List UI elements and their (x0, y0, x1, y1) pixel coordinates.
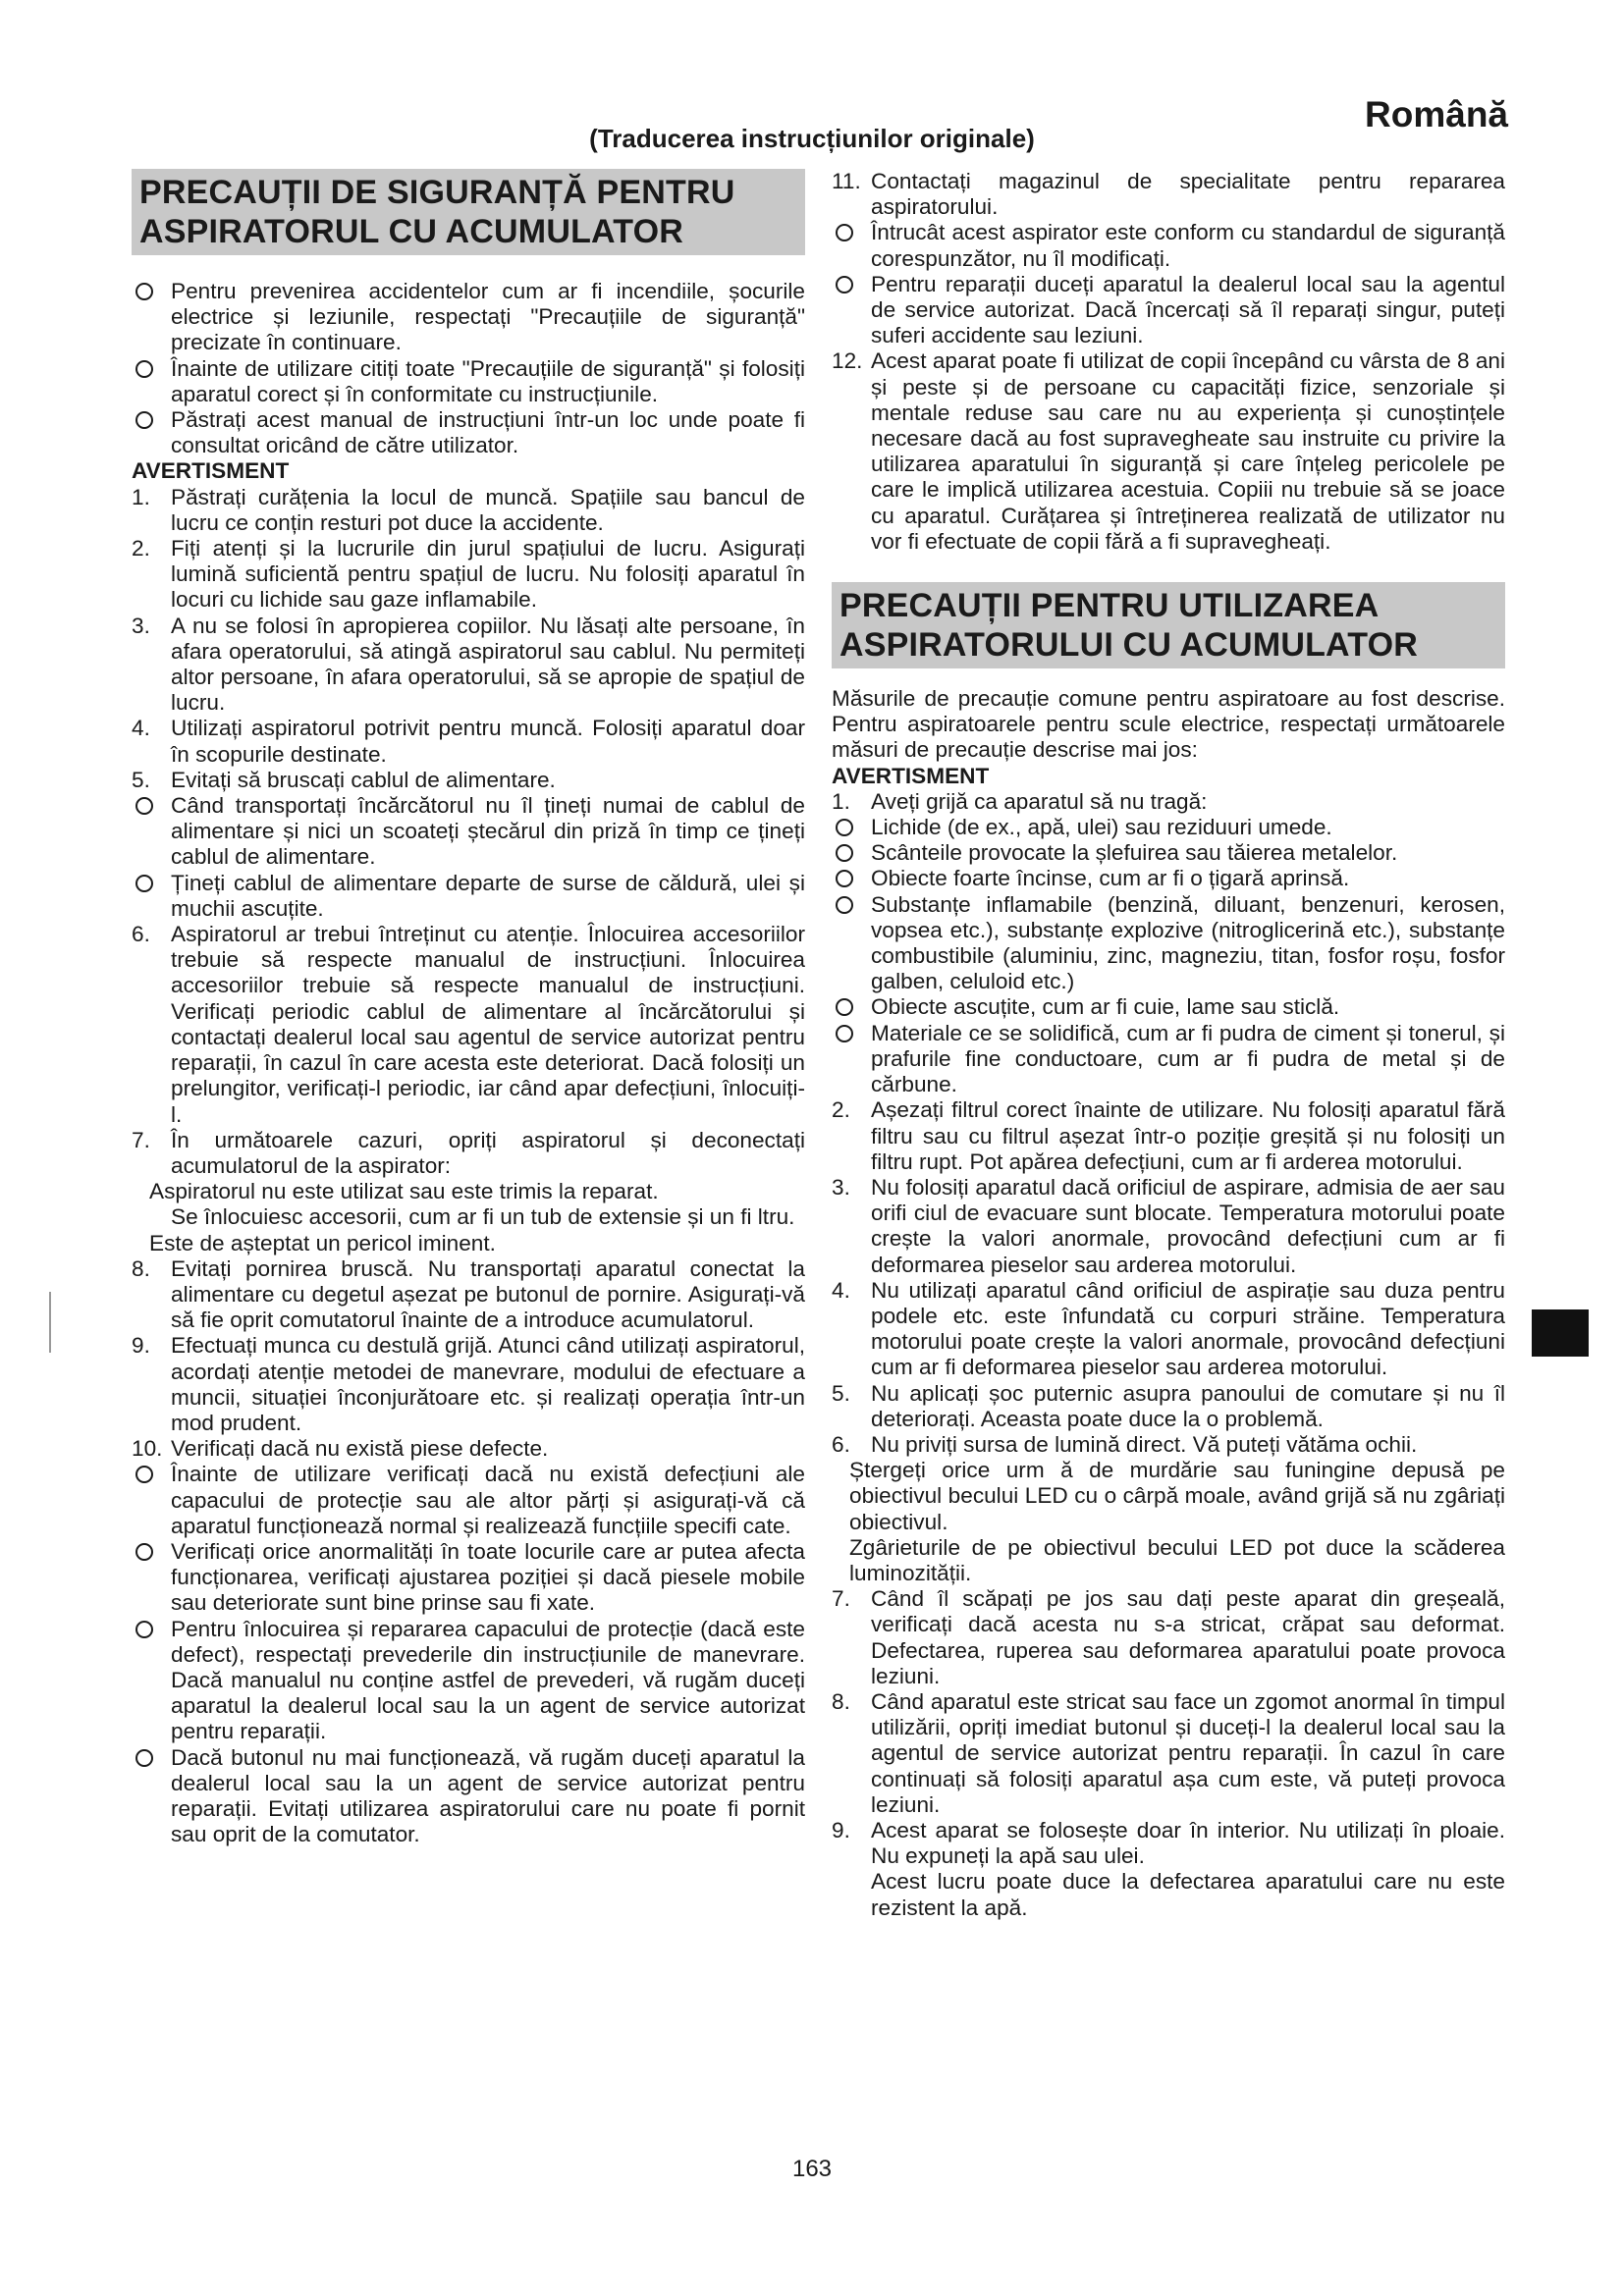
numbered-item: 6. Aspiratorul ar trebui întreținut cu atenție. Înlocuirea accesoriilor trebuie să respecte manualul de instrucțiuni. Înlocuirea accesoriilor trebuie să respecte manualul de instrucțiuni. Verificați periodic cablul de alimentare al încărcătorului și contactați dealerul local sau agentul de service autorizat pentru reparații, în cazul în care acesta este deteriorat. Dacă folosiți un prelungitor, verificați-l periodic, iar când apar defecțiuni, înlocuiți-l. (132, 922, 805, 1127)
warning-heading: AVERTISMENT (132, 458, 290, 484)
sub-paragraph: Acest lucru poate duce la defectarea aparatului care nu este rezistent la apă. (871, 1869, 1505, 1920)
bullet-item: Obiecte foarte încinse, cum ar fi o țigară aprinsă. (832, 866, 1505, 891)
bullet-item: Obiecte ascuțite, cum ar fi cuie, lame sau sticlă. (832, 994, 1505, 1020)
bullet-circle-icon (836, 870, 853, 887)
bullet-circle-icon (836, 819, 853, 836)
bullet-item: Păstrați acest manual de instrucțiuni într-un loc unde poate fi consultat oricând de către utilizator. (132, 407, 805, 458)
bullet-circle-icon (135, 797, 153, 815)
numbered-item: 1. Păstrați curățenia la locul de muncă. Spațiile sau bancul de lucru ce conțin resturi pot duce la accidente. (132, 484, 805, 535)
bullet-item: Pentru prevenirea accidentelor cum ar fi incendiile, șocurile electrice și leziunile, respectați "Precauțiile de siguranță" precizate în continuare. (132, 279, 805, 356)
page-number: 163 (791, 2156, 833, 2182)
sub-paragraph: Este de așteptat un pericol iminent. (149, 1230, 496, 1255)
numbered-item: 2. Fiți atenți și la lucrurile din jurul spațiului de lucru. Asigurați lumină suficientă pentru spațiul de lucru. Nu folosiți aparatul în locuri cu lichide sau gaze inflamabile. (132, 536, 805, 613)
section-title-safety (132, 169, 805, 255)
bullet-circle-icon (836, 844, 853, 862)
bullet-circle-icon (836, 1025, 853, 1042)
warning-heading: AVERTISMENT (832, 763, 990, 788)
bullet-circle-icon (836, 224, 853, 241)
left-column (132, 169, 805, 1847)
numbered-item: 9. Efectuați munca cu destulă grijă. Atunci când utilizați aspiratorul, acordați atenție metodei de manevrare, modului de efectuare a muncii, situației înconjurătoare etc. și realizați operația într-un mod prudent. (132, 1333, 805, 1435)
bullet-item: Țineți cablul de alimentare departe de surse de căldură, ulei și muchii ascuțite. (132, 871, 805, 922)
scan-mark (49, 1292, 51, 1353)
intro-paragraph: Măsurile de precauție comune pentru aspiratoare au fost descrise. Pentru aspiratoarele pentru scule electrice, respectați următoarele măsuri de precauție descrise mai jos: (832, 686, 1505, 763)
numbered-item: 8. Când aparatul este stricat sau face un zgomot anormal în timpul utilizării, opriți imediat butonul și duceți-l la dealerul local sau la agentul de service autorizat pentru reparații. În cazul în care continuați să folosiți aparatul așa cum este, vă puteți provoca leziuni. (832, 1688, 1505, 1817)
bullet-circle-icon (135, 1466, 153, 1483)
bullet-item: Înainte de utilizare citiți toate "Precauțiile de siguranță" și folosiți aparatul corect și în conformitate cu instrucțiunile. (132, 356, 805, 407)
bullet-item: Pentru înlocuirea și repararea capacului de protecție (dacă este defect), respectați prevederile din instrucțiunile de manevrare. Dacă manualul nu conține astfel de prevederi, vă rugăm duceți aparatul la dealerul local sau la un agent de service autorizat pentru reparații. (132, 1617, 805, 1745)
sub-paragraph: Zgârieturile de pe obiectivul becului LED pot duce la scăderea luminozității. (849, 1534, 1505, 1585)
bullet-item: Când transportați încărcătorul nu îl țineți numai de cablul de alimentare și nici un scoateți ștecărul din priză în timp ce țineți cablul de alimentare. (132, 793, 805, 871)
numbered-item: 4. Nu utilizați aparatul când orificiul de aspirație sau duza pentru podele etc. este înfundată cu corpuri străine. Temperatura motorului poate crește la valori anormale, provocând defecțiuni cum ar fi deformarea pieselor sau arderea motorului. (832, 1277, 1505, 1380)
numbered-item: 2. Așezați filtrul corect înainte de utilizare. Nu folosiți aparatul fără filtru sau cu filtrul așezat într-o poziție greșită și nu folosiți un filtru rupt. Pot apărea defecțiuni, cum ar fi arderea motorului. (832, 1097, 1505, 1174)
section-title-usage (832, 582, 1505, 668)
section-title-line: ASPIRATORUL CU ACUMULATOR (139, 213, 684, 250)
right-column (832, 169, 1505, 1921)
numbered-item: 9. Acest aparat se folosește doar în interior. Nu utilizați în ploaie. Nu expuneți la apă sau ulei. (832, 1817, 1505, 1869)
bullet-item: Lichide (de ex., apă, ulei) sau reziduuri umede. (832, 815, 1505, 840)
bullet-circle-icon (135, 411, 153, 429)
numbered-item: 1. Aveți grijă ca aparatul să nu tragă: (832, 788, 1208, 814)
bullet-item: Întrucât acest aspirator este conform cu standardul de siguranță corespunzător, nu îl modificați. (832, 220, 1505, 271)
numbered-item: 3. A nu se folosi în apropierea copiilor. Nu lăsați alte persoane, în afara operatorului, să atingă aspiratorul sau cablul. Nu permiteți altor persoane, în afara operatorului, să se apropie de spațiul de lucru. (132, 613, 805, 716)
numbered-item: 7. Când îl scăpați pe jos sau dați peste aparat din greșeală, verificați dacă acesta nu s-a stricat, crăpat sau deformat. Defectarea, ruperea sau deformarea aparatului poate provoca leziuni. (832, 1586, 1505, 1688)
sub-paragraph: Ștergeți orice urm ă de murdărie sau funingine depusă pe obiectivul becului LED cu o cârpă moale, având grijă să nu zgâriați obiectivul. (849, 1458, 1505, 1534)
bullet-circle-icon (836, 896, 853, 914)
numbered-item: 6. Nu priviți sursa de lumină direct. Vă puteți vătăma ochii. (832, 1431, 1418, 1457)
bullet-circle-icon (135, 1621, 153, 1638)
bullet-circle-icon (135, 1543, 153, 1561)
bullet-circle-icon (135, 360, 153, 378)
numbered-item: 12. Acest aparat poate fi utilizat de copii începând cu vârsta de 8 ani și peste și de persoane cu capacități fizice, senzoriale și mentale reduse sau care nu au experiența și cunoștințele necesare dacă au fost supravegheate sau instruite cu privire la utilizarea aparatului în siguranță și care înțeleg pericolele pe care le implică utilizarea acestuia. Copiii nu trebuie să se joace cu aparatul. Curățarea și întreținerea realizată de utilizator nu vor fi efectuate de copii fără a fi supravegheați. (832, 348, 1505, 554)
bullet-item: Substanțe inflamabile (benzină, diluant, benzenuri, kerosen, vopsea etc.), substanțe explozive (nitroglicerină etc.), substanțe combustibile (aluminiu, zinc, magneziu, titan, fosfor roșu, fosfor galben, celuloid etc.) (832, 892, 1505, 995)
numbered-item: 4. Utilizați aspiratorul potrivit pentru muncă. Folosiți aparatul doar în scopurile destinate. (132, 716, 805, 767)
numbered-item: 5. Evitați să bruscați cablul de alimentare. (132, 767, 556, 792)
sub-paragraph: Aspiratorul nu este utilizat sau este trimis la reparat. (149, 1179, 659, 1204)
bullet-item: Materiale ce se solidifică, cum ar fi pudra de ciment și tonerul, și prafurile fine conductoare, cum ar fi pudra de metal și de cărbune. (832, 1021, 1505, 1098)
numbered-item: 3. Nu folosiți aparatul dacă orificiul de aspirare, admisia de aer sau orifi ciul de evacuare sunt blocate. Temperatura motorului poate crește la valori anormale, provocând defecțiuni cum ar fi deformarea pieselor sau arderea motorului. (832, 1174, 1505, 1277)
bullet-circle-icon (135, 875, 153, 892)
numbered-item: 5. Nu aplicați șoc puternic asupra panoului de comutare și nu îl deteriorați. Aceasta poate duce la o problemă. (832, 1380, 1505, 1431)
numbered-item: 11. Contactați magazinul de specialitate pentru repararea aspiratorului. (832, 169, 1505, 220)
bullet-item: Pentru reparații duceți aparatul la dealerul local sau la agentul de service autorizat. Dacă încercați să îl reparați singur, puteți suferi accidente sau leziuni. (832, 272, 1505, 349)
numbered-item: 8. Evitați pornirea bruscă. Nu transportați aparatul conectat la alimentare cu degetul așezat pe butonul de pornire. Asigurați-vă să fie oprit comutatorul înainte de a introduce acumulatorul. (132, 1255, 805, 1333)
document-subtitle: (Traducerea instrucțiunilor originale) (589, 124, 1035, 153)
language-label: Română (1365, 94, 1508, 134)
bullet-item: Scânteile provocate la șlefuirea sau tăierea metalelor. (832, 840, 1505, 866)
numbered-item: 7. În următoarele cazuri, opriți aspiratorul și deconectați acumulatorul de la aspirator: (132, 1127, 805, 1178)
bullet-circle-icon (135, 283, 153, 300)
language-tab-marker (1532, 1309, 1589, 1357)
bullet-circle-icon (836, 998, 853, 1016)
section-title-line: PRECAUȚII DE SIGURANȚĂ PENTRU (139, 174, 735, 211)
numbered-item: 10. Verificați dacă nu există piese defecte. (132, 1436, 549, 1462)
section-title-line: ASPIRATORULUI CU ACUMULATOR (839, 626, 1419, 665)
bullet-circle-icon (135, 1749, 153, 1767)
bullet-item: Dacă butonul nu mai funcționează, vă rugăm duceți aparatul la dealerul local sau la un agent de service autorizat pentru reparații. Evitați utilizarea aspiratorului care nu poate fi pornit sau oprit de la comutator. (132, 1745, 805, 1848)
section-title-line: PRECAUȚII PENTRU UTILIZAREA (839, 587, 1380, 625)
sub-paragraph: Se înlocuiesc accesorii, cum ar fi un tub de extensie și un fi ltru. (171, 1204, 795, 1230)
bullet-item: Verificați orice anormalități în toate locurile care ar putea afecta funcționarea, verificați ajustarea poziției și dacă piesele mobile sau deteriorate sunt bine prinse sau fi xate. (132, 1539, 805, 1617)
bullet-item: Înainte de utilizare verificați dacă nu există defecțiuni ale capacului de protecție sau ale altor părți și asigurați-vă că aparatul funcționează normal și realizează funcțiile specifi cate. (132, 1462, 805, 1539)
bullet-circle-icon (836, 276, 853, 294)
